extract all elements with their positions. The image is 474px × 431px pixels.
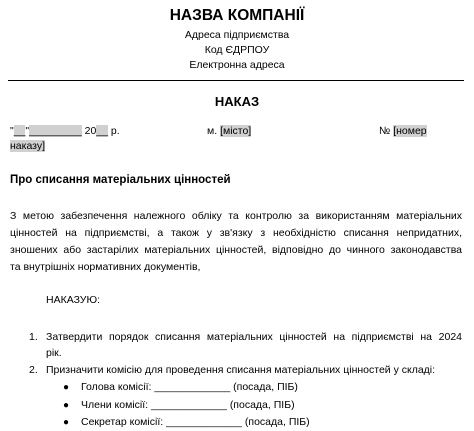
commission-head: Голова комісії: _____________ (посада, ПІБ) [81, 381, 298, 393]
company-name: НАЗВА КОМПАНІЇ [169, 7, 305, 24]
bullet-icon: ● [63, 400, 70, 411]
header-divider [8, 80, 464, 81]
item-1-number: 1. [29, 331, 38, 343]
number-prefix: № [379, 125, 394, 137]
date-day-blank: __ [13, 125, 26, 137]
order-number [379, 124, 427, 139]
date-year-blank: __ [96, 125, 109, 137]
preamble-line-1: З метою забезпечення належного обліку та контролю за використанням матеріальних [10, 210, 462, 222]
order-date [10, 124, 120, 139]
company-address: Адреса підприємства [184, 29, 290, 41]
item-2-number: 2. [29, 364, 38, 376]
preamble-line-3: зношених або застарілих матеріальних цінностей, відповідно до чинного законодавства [10, 244, 462, 256]
date-year-suffix: р. [108, 125, 120, 137]
order-word: НАКАЗУЮ: [46, 294, 101, 306]
item-1-line-1: Затвердити порядок списання матеріальних цінностей на підприємстві на 2024 [46, 331, 462, 343]
preamble-line-4: та внутрішніх нормативних документів, [10, 261, 201, 273]
city-prefix: м. [207, 125, 221, 137]
document-title: НАКАЗ [214, 94, 260, 109]
preamble-line-2: цінностей на підприємстві, а також у зв'язку з необхідністю списання непридатних, [10, 227, 462, 239]
order-number-continued [10, 139, 45, 154]
date-year-prefix: 20 [81, 125, 97, 137]
company-email: Електронна адреса [189, 59, 285, 71]
item-2-line-1: Призначити комісію для проведення списання матеріальних цінностей у складі: [46, 364, 436, 376]
bullet-icon: ● [63, 382, 70, 393]
number-placeholder-part2: наказу] [10, 140, 46, 152]
date-open-quote: " [10, 125, 14, 137]
number-placeholder-part1: [номер [393, 125, 427, 137]
bullet-icon: ● [63, 417, 70, 428]
item-1-line-2: рік. [46, 347, 62, 359]
date-close-quote: " [25, 125, 30, 137]
order-city [207, 124, 251, 139]
commission-secretary: Секретар комісії: _____________ (посада, ПІБ) [81, 416, 310, 428]
order-subject: Про списання матеріальних цінностей [10, 174, 231, 186]
city-placeholder: [місто] [220, 125, 252, 137]
date-month-blank: _________ [29, 125, 82, 137]
commission-members: Члени комісії: _____________ (посада, ПІБ) [81, 399, 295, 411]
company-edrpou: Код ЄДРПОУ [204, 44, 270, 56]
